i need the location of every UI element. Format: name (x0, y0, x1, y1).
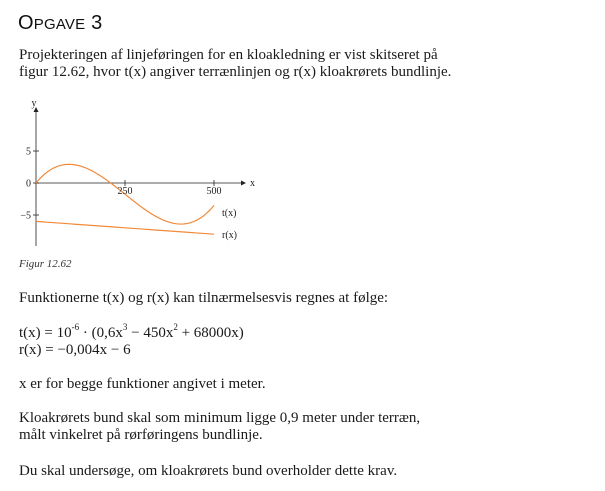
formula-t-exp2: 2 (173, 322, 178, 332)
heading-number: 3 (91, 12, 103, 34)
figure-caption: Figur 12.62 (19, 258, 72, 270)
task-paragraph: Du skal undersøge, om kloakrørets bund overholder dette krav. (19, 463, 398, 479)
r-curve-label: r(x) (222, 230, 237, 241)
heading-rest: PGAVE (33, 16, 86, 33)
requirement-paragraph (19, 410, 589, 444)
x-axis-label: x (250, 178, 255, 189)
figure-12-62-chart (16, 96, 256, 252)
formula-r: r(x) = −0,004x − 6 (19, 342, 131, 358)
formula-t-mid2: − 450x (127, 325, 174, 341)
formula-t-exp: -6 (71, 322, 80, 332)
units-paragraph: x er for begge funktioner angivet i meter. (19, 376, 266, 392)
x-axis-arrow (241, 181, 246, 186)
formula-t-mid: · (0,6x (79, 325, 123, 341)
formula-t (19, 322, 589, 342)
requirement-line-1: Kloakrørets bund skal som minimum ligge 0,9 meter under terræn, (19, 410, 421, 426)
y-axis-label: y (31, 98, 37, 109)
formula-t-end: + 68000x) (177, 325, 244, 341)
t-curve-label: t(x) (222, 208, 237, 219)
x-tick-label-250: 250 (117, 186, 133, 197)
formula-t-exp3: 3 (122, 322, 128, 332)
chart-labels (20, 98, 255, 241)
intro-paragraph (19, 47, 589, 81)
formula-t-lhs: t(x) = 10 (19, 325, 72, 341)
requirement-line-2: målt vinkelret på rørføringens bundlinje. (19, 427, 263, 443)
y-tick-label--5: −5 (20, 210, 31, 222)
intro-line-2: figur 12.62, hvor t(x) angiver terrænlinjen og r(x) kloakrørets bundlinje. (19, 64, 452, 80)
y-tick-label-5: 5 (26, 146, 31, 158)
functions-paragraph: Funktionerne t(x) og r(x) kan tilnærmelsesvis regnes at følge: (19, 290, 389, 306)
y-tick-label-0: 0 (26, 178, 31, 190)
intro-line-1: Projekteringen af linjeføringen for en kloakledning er vist skitseret på (19, 47, 438, 63)
chart-axes (34, 107, 247, 246)
chart-curves (36, 164, 214, 234)
heading-first-letter: O (18, 12, 34, 34)
x-tick-label-500: 500 (206, 186, 222, 197)
exercise-heading (18, 12, 102, 35)
